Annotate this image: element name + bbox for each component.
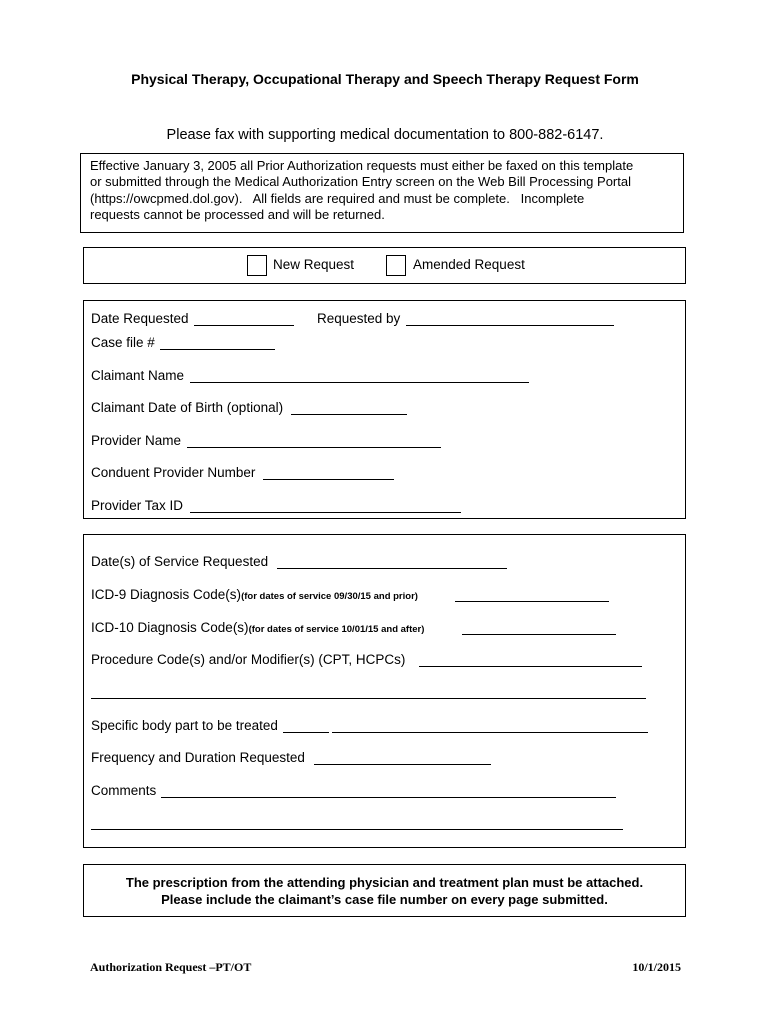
claimant-dob-label: Claimant Date of Birth (optional) xyxy=(91,400,284,415)
icd9-note: (for dates of service 09/30/15 and prior) xyxy=(241,591,418,602)
new-request-label: New Request xyxy=(273,257,355,272)
provider-number-label: Conduent Provider Number xyxy=(91,465,256,480)
case-file-label: Case file # xyxy=(91,335,155,350)
claimant-name-label: Claimant Name xyxy=(91,368,185,383)
attachment-notice-line-2: Please include the claimant’s case file number on every page submitted. xyxy=(161,891,608,907)
provider-name-field[interactable] xyxy=(187,447,441,448)
icd10-field[interactable] xyxy=(462,634,616,635)
request-info-section xyxy=(83,300,686,519)
icd10-note: (for dates of service 10/01/15 and after) xyxy=(248,624,425,635)
amended-request-checkbox[interactable] xyxy=(386,255,406,276)
amended-request-label: Amended Request xyxy=(413,257,525,272)
case-file-field[interactable] xyxy=(160,349,275,350)
notice-line-4: requests cannot be processed and will be returned. xyxy=(90,207,385,223)
provider-name-label: Provider Name xyxy=(91,433,182,448)
frequency-field[interactable] xyxy=(314,764,491,765)
body-part-field[interactable] xyxy=(283,732,329,733)
icd9-field[interactable] xyxy=(455,601,609,602)
icd10-label xyxy=(91,620,424,638)
notice-line-1: Effective January 3, 2005 all Prior Authorization requests must either be faxed on this template xyxy=(90,158,634,173)
fax-instruction: Please fax with supporting medical documentation to 800-882-6147. xyxy=(166,127,604,143)
body-part-label: Specific body part to be treated xyxy=(91,718,278,733)
date-requested-field[interactable] xyxy=(194,325,294,326)
dates-of-service-field[interactable] xyxy=(277,568,507,569)
date-requested-label: Date Requested xyxy=(91,311,189,326)
service-info-section xyxy=(83,534,686,848)
body-part-field-line-2[interactable] xyxy=(332,732,648,733)
provider-tax-id-label: Provider Tax ID xyxy=(91,498,184,513)
icd10-label-text: ICD-10 Diagnosis Code(s) xyxy=(91,620,249,635)
form-title: Physical Therapy, Occupational Therapy and Speech Therapy Request Form xyxy=(131,71,639,87)
new-request-checkbox[interactable] xyxy=(247,255,267,276)
requested-by-label: Requested by xyxy=(317,311,401,326)
attachment-notice-line-1: The prescription from the attending physician and treatment plan must be attached. xyxy=(125,875,644,890)
dates-of-service-label: Date(s) of Service Requested xyxy=(91,554,269,569)
claimant-dob-field[interactable] xyxy=(291,414,407,415)
comments-field-line-2[interactable] xyxy=(91,829,623,830)
comments-field[interactable] xyxy=(161,797,616,798)
notice-line-3: (https://owcpmed.dol.gov). All fields are required and must be complete. Incomplete xyxy=(90,190,585,206)
claimant-name-field[interactable] xyxy=(190,382,529,383)
procedure-codes-label: Procedure Code(s) and/or Modifier(s) (CPT, HCPCs) xyxy=(91,652,406,667)
provider-tax-id-field[interactable] xyxy=(190,512,461,513)
comments-label: Comments xyxy=(91,783,157,798)
request-type-box xyxy=(83,247,686,284)
footer-date: 10/1/2015 xyxy=(632,960,681,974)
footer-form-name: Authorization Request –PT/OT xyxy=(90,960,252,974)
provider-number-field[interactable] xyxy=(263,479,394,480)
notice-line-2: or submitted through the Medical Authorization Entry screen on the Web Bill Processing Portal xyxy=(90,174,631,190)
icd9-label xyxy=(91,587,418,605)
icd9-label-text: ICD-9 Diagnosis Code(s) xyxy=(91,587,242,602)
requested-by-field[interactable] xyxy=(406,325,614,326)
authorization-notice xyxy=(80,153,684,233)
frequency-label: Frequency and Duration Requested xyxy=(91,750,305,765)
attachment-notice xyxy=(83,864,686,917)
procedure-codes-field-line-2[interactable] xyxy=(91,698,646,699)
procedure-codes-field[interactable] xyxy=(419,666,642,667)
